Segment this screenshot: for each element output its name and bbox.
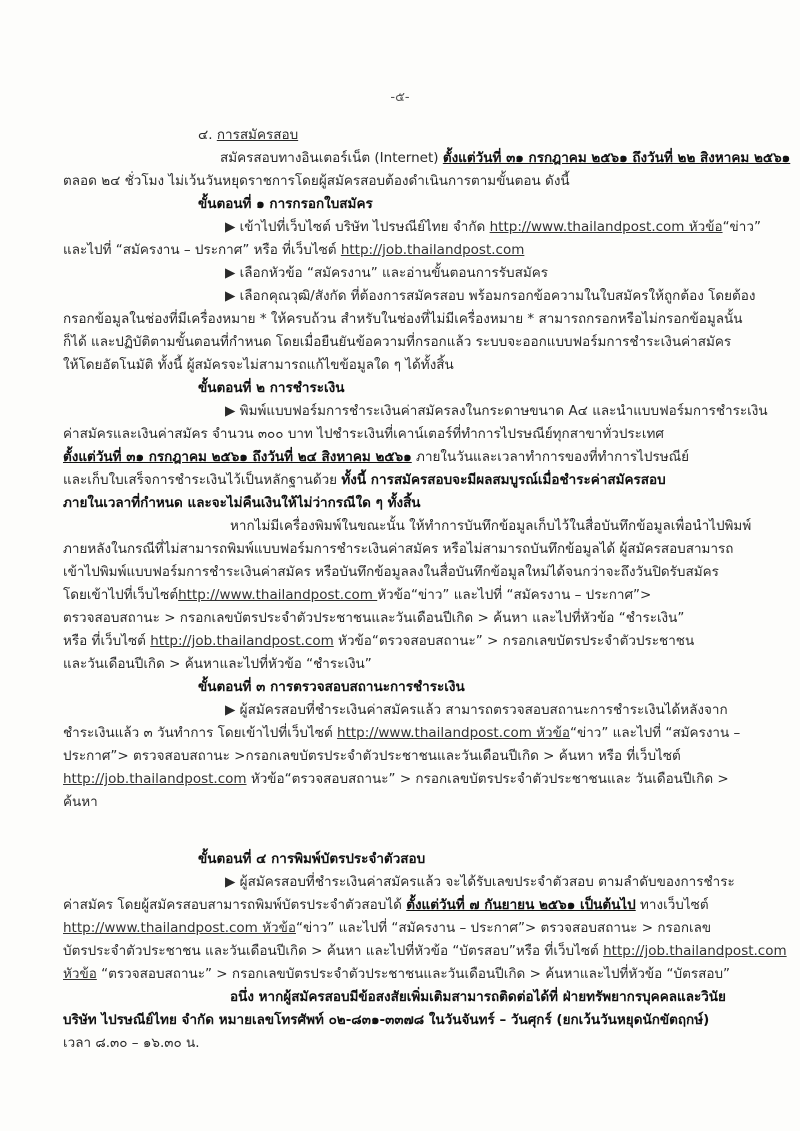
text-line: [63, 1009, 753, 1032]
text-segment: “ตรวจสอบสถานะ” > กรอกเลขบัตรประจำตัวประชาชนและวันเดือนปีเกิด > ค้นหาและไปที่หัวข้อ “บัตรสอบ”: [96, 966, 731, 982]
text-line: [63, 722, 753, 745]
text-segment: ▶ ผู้สมัครสอบที่ชำระเงินค่าสมัครแล้ว จะได้รับเลขประจำตัวสอบ ตามลำดับของการชำระ: [225, 874, 735, 890]
text-segment: “ข่าว” และไปที่ “สมัครงาน – ประกาศ”> ตรวจสอบสถานะ > กรอกเลข: [295, 920, 712, 936]
text-line: [63, 262, 753, 285]
page-number: -๕-: [390, 90, 410, 105]
section-heading: [63, 676, 753, 699]
text-segment: การสมัครสอบ: [216, 127, 299, 143]
link[interactable]: http://www.thailandpost.com หัวข้อ: [337, 725, 570, 741]
text-line: [63, 170, 753, 193]
section-heading: [63, 193, 753, 216]
link[interactable]: http://www.thailandpost.com: [178, 587, 378, 603]
link[interactable]: http://www.thailandpost.com หัวข้อ: [63, 920, 296, 936]
text-line: [63, 538, 753, 561]
text-segment: ภายหลังในกรณีที่ไม่สามารถพิมพ์แบบฟอร์มการชำระเงินค่าสมัคร หรือไม่สามารถบันทึกข้อมูลได้ ผู้สมัครสอบสามารถ: [63, 541, 734, 557]
text-segment: ๔.: [198, 127, 217, 143]
text-segment: และเก็บใบเสร็จการชำระเงินไว้เป็นหลักฐานด้วย: [63, 472, 342, 488]
text-segment: ค่าสมัครและเงินค่าสมัคร จำนวน ๓๐๐ บาท ไปชำระเงินที่เคาน์เตอร์ที่ทำการไปรษณีย์ทุกสาขาทั่วประเทศ: [63, 426, 664, 442]
text-segment: สมัครสอบทางอินเตอร์เน็ต (Internet): [220, 150, 443, 166]
text-line: [63, 124, 753, 147]
text-segment: ขั้นตอนที่ ๔ การพิมพ์บัตรประจำตัวสอบ: [198, 851, 426, 867]
text-line: [63, 469, 753, 492]
text-line: [63, 216, 761, 239]
text-segment: “ข่าว”: [722, 219, 761, 235]
text-line: [63, 791, 753, 814]
text-line: [63, 400, 768, 423]
text-segment: หรือ ที่เว็บไซต์: [63, 633, 151, 649]
text-segment: เข้าไปพิมพ์แบบฟอร์มการชำระเงินค่าสมัคร หรือบันทึกข้อมูลลงในสื่อบันทึกข้อมูลใหม่ได้จนกว่าจะถึงวันปิดรับสมัคร: [63, 564, 719, 580]
text-line: [63, 699, 753, 722]
text-segment: ขั้นตอนที่ ๓ การตรวจสอบสถานะการชำระเงิน: [198, 679, 465, 695]
text-line: [63, 308, 753, 331]
text-segment: ▶ เลือกคุณวุฒิ/สังกัด ที่ต้องการสมัครสอบ พร้อมกรอกข้อความในใบสมัครให้ถูกต้อง โดยต้อง: [225, 288, 756, 304]
text-line: [63, 653, 753, 676]
text-line: [63, 917, 753, 940]
text-segment: โดยเข้าไปที่เว็บไซต์: [63, 587, 179, 603]
text-segment: หัวข้อ“ข่าว” และไปที่ “สมัครงาน – ประกาศ”>: [377, 587, 652, 603]
text-line: [63, 871, 753, 894]
text-segment: หัวข้อ“ตรวจสอบสถานะ” > กรอกเลขบัตรประจำตัวประชาชนและ วันเดือนปีเกิด >: [246, 771, 729, 787]
text-segment: ประกาศ”> ตรวจสอบสถานะ >กรอกเลขบัตรประจำตัวประชาชนและวันเดือนปีเกิด > ค้นหา หรือ ที่เว็บไซต์: [63, 748, 681, 764]
highlighted-date: ตั้งแต่วันที่ ๗ กันยายน ๒๕๖๑ เป็นต้นไป: [406, 897, 636, 913]
text-line: [63, 515, 753, 538]
text-segment: บัตรประจำตัวประชาชน และวันเดือนปีเกิด > ค้นหา และไปที่หัวข้อ “บัตรสอบ”หรือ ที่เว็บไซต์: [63, 943, 604, 959]
text-line: [63, 423, 753, 446]
link[interactable]: หัวข้อ: [63, 966, 97, 982]
text-line: [63, 768, 753, 791]
text-segment: และวันเดือนปีเกิด > ค้นหาและไปที่หัวข้อ “ชำระเงิน”: [63, 656, 372, 672]
text-segment: ให้โดยอัตโนมัติ ทั้งนี้ ผู้สมัครจะไม่สามารถแก้ไขข้อมูลใด ๆ ได้ทั้งสิ้น: [63, 357, 454, 373]
text-segment: ก็ได้ และปฏิบัติตามขั้นตอนที่กำหนด โดยเมื่อยืนยันข้อความที่กรอกแล้ว ระบบจะออกแบบฟอร์มการชำระเงินค่าสมัคร: [63, 334, 732, 350]
text-line: [63, 1032, 753, 1055]
text-segment: หากไม่มีเครื่องพิมพ์ในขณะนั้น ให้ทำการบันทึกข้อมูลเก็บไว้ในสื่อบันทึกข้อมูลเพื่อนำไปพิมพ์: [230, 518, 752, 534]
text-line: [63, 963, 753, 986]
text-segment: และไปที่ “สมัครงาน – ประกาศ” หรือ ที่เว็บไซต์: [63, 242, 341, 258]
text-segment: ▶ เลือกหัวข้อ “สมัครงาน” และอ่านขั้นตอนการรับสมัคร: [225, 265, 548, 281]
highlighted-date: ตั้งแต่วันที่ ๓๑ กรกฎาคม ๒๕๖๑ ถึงวันที่ ๒๔ สิงหาคม ๒๕๖๑: [63, 449, 412, 465]
text-segment: ตรวจสอบสถานะ > กรอกเลขบัตรประจำตัวประชาชนและวันเดือนปีเกิด > ค้นหา และไปที่หัวข้อ “ชำระเงิน”: [63, 610, 685, 626]
text-line: [63, 239, 753, 262]
text-line: [63, 446, 753, 469]
text-line: [63, 561, 753, 584]
section-heading: [63, 848, 753, 871]
text-segment: กรอกข้อมูลในช่องที่มีเครื่องหมาย * ให้ครบถ้วน สำหรับในช่องที่ไม่มีเครื่องหมาย * สามารถกรอกหรือไม่กรอกข้อมูลนั้น: [63, 311, 743, 327]
text-segment: ตลอด ๒๔ ชั่วโมง ไม่เว้นวันหยุดราชการโดยผู้สมัครสอบต้องดำเนินการตามขั้นตอน ดังนี้: [63, 173, 570, 189]
text-line: [63, 894, 753, 917]
text-segment: ▶ ผู้สมัครสอบที่ชำระเงินค่าสมัครแล้ว สามารถตรวจสอบสถานะการชำระเงินได้หลังจาก: [225, 702, 728, 718]
text-segment: ชำระเงินแล้ว ๓ วันทำการ โดยเข้าไปที่เว็บไซต์: [63, 725, 338, 741]
text-line: [63, 630, 753, 653]
text-line: [63, 285, 756, 308]
text-segment: บริษัท ไปรษณีย์ไทย จำกัด หมายเลขโทรศัพท์ ๐๒-๘๓๑-๓๓๗๘ ในวันจันทร์ – วันศุกร์ (ยกเว้นวันหยุดนักขัตฤกษ์): [63, 1012, 710, 1028]
text-line: [63, 492, 753, 515]
text-line: [63, 584, 753, 607]
text-segment: ▶ เข้าไปที่เว็บไซต์ บริษัท ไปรษณีย์ไทย จำกัด: [225, 219, 490, 235]
link[interactable]: http://job.thailandpost.com: [150, 633, 334, 649]
text-segment: ขั้นตอนที่ ๑ การกรอกใบสมัคร: [198, 196, 373, 212]
text-segment: “ข่าว” และไปที่ “สมัครงาน –: [569, 725, 741, 741]
link[interactable]: http://job.thailandpost.com: [340, 242, 525, 258]
text-segment: หัวข้อ“ตรวจสอบสถานะ” > กรอกเลขบัตรประจำตัวประชาชน: [333, 633, 695, 649]
text-segment: อนึ่ง หากผู้สมัครสอบมีข้อสงสัยเพิ่มเติมสามารถติดต่อได้ที่ ฝ่ายทรัพยากรบุคคลและวินัย: [230, 989, 726, 1005]
text-line: [63, 147, 791, 170]
text-line: [63, 331, 753, 354]
document-body: [63, 124, 791, 1055]
link[interactable]: http://job.thailandpost.com: [63, 771, 247, 787]
text-line: [63, 986, 753, 1009]
text-segment: ภายในเวลาที่กำหนด และจะไม่คืนเงินให้ไม่ว่ากรณีใด ๆ ทั้งสิ้น: [63, 495, 421, 511]
text-segment: เวลา ๘.๓๐ – ๑๖.๓๐ น.: [63, 1035, 200, 1051]
text-line: [63, 745, 753, 768]
text-line: [63, 607, 753, 630]
section-heading: [63, 377, 753, 400]
text-segment: ภายในวันและเวลาทำการของที่ทำการไปรษณีย์: [411, 449, 690, 465]
text-line: [63, 940, 787, 963]
link[interactable]: http://www.thailandpost.com หัวข้อ: [489, 219, 723, 235]
highlighted-date: ตั้งแต่วันที่ ๓๑ กรกฎาคม ๒๕๖๑ ถึงวันที่ ๒๒ สิงหาคม ๒๕๖๑: [442, 150, 791, 166]
text-segment: ค้นหา: [63, 794, 98, 810]
text-segment: ทางเว็บไซต์: [635, 897, 709, 913]
text-segment: ▶ พิมพ์แบบฟอร์มการชำระเงินค่าสมัครลงในกระดาษขนาด A๔ และนำแบบฟอร์มการชำระเงิน: [225, 403, 768, 419]
text-segment: ค่าสมัคร โดยผู้สมัครสอบสามารถพิมพ์บัตรประจำตัวสอบได้: [63, 897, 407, 913]
text-segment: ขั้นตอนที่ ๒ การชำระเงิน: [198, 380, 345, 396]
text-line: [63, 354, 753, 377]
text-segment: ทั้งนี้ การสมัครสอบจะมีผลสมบูรณ์เมื่อชำระค่าสมัครสอบ: [341, 472, 666, 488]
link[interactable]: http://job.thailandpost.com: [603, 943, 787, 959]
